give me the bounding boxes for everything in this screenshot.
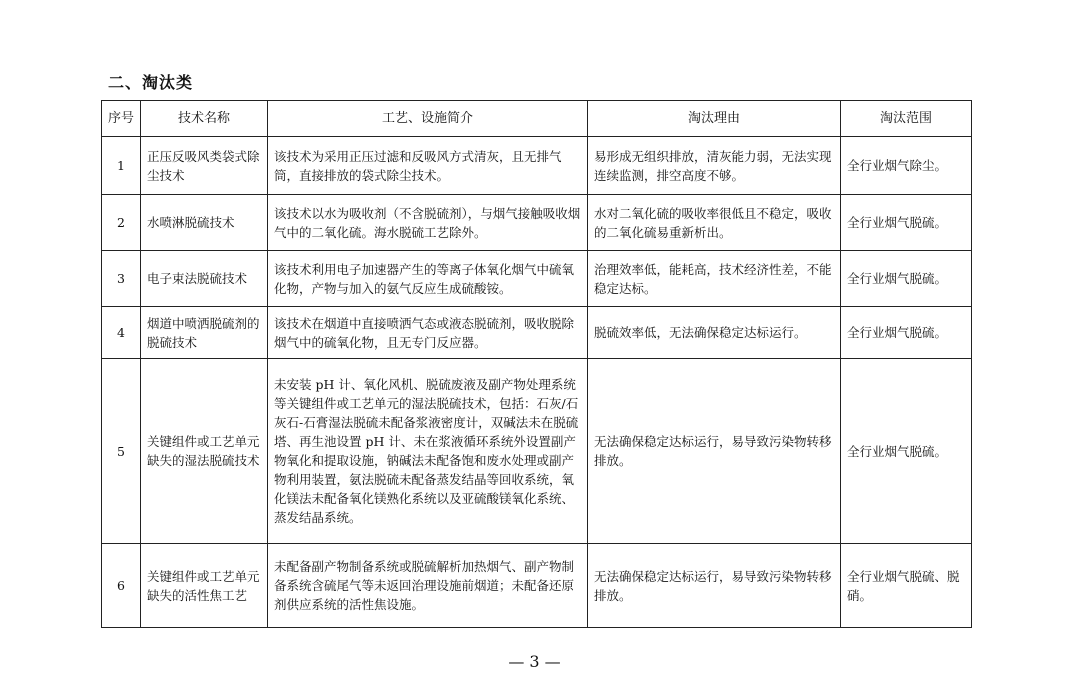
header-scope: 淘汰范围 — [841, 101, 972, 137]
reason: 无法确保稳定达标运行，易导致污染物转移排放。 — [588, 544, 841, 628]
scope: 全行业烟气脱硫。 — [841, 251, 972, 307]
header-process-intro: 工艺、设施简介 — [268, 101, 588, 137]
process-intro: 该技术以水为吸收剂（不含脱硫剂），与烟气接触吸收烟气中的二氧化硫。海水脱硫工艺除外。 — [268, 195, 588, 251]
tech-name: 正压反吸风类袋式除尘技术 — [141, 137, 268, 195]
tech-name: 电子束法脱硫技术 — [141, 251, 268, 307]
table-row — [102, 137, 972, 195]
scope: 全行业烟气除尘。 — [841, 137, 972, 195]
table-header-row — [102, 101, 972, 137]
reason: 无法确保稳定达标运行，易导致污染物转移排放。 — [588, 359, 841, 544]
process-intro: 该技术为采用正压过滤和反吸风方式清灰，且无排气筒，直接排放的袋式除尘技术。 — [268, 137, 588, 195]
header-tech-name: 技术名称 — [141, 101, 268, 137]
tech-name: 关键组件或工艺单元缺失的活性焦工艺 — [141, 544, 268, 628]
reason: 易形成无组织排放，清灰能力弱，无法实现连续监测，排空高度不够。 — [588, 137, 841, 195]
table-row — [102, 307, 972, 359]
header-reason: 淘汰理由 — [588, 101, 841, 137]
process-intro: 该技术在烟道中直接喷洒气态或液态脱硫剂，吸收脱除烟气中的硫氧化物，且无专门反应器。 — [268, 307, 588, 359]
row-number: 3 — [102, 251, 141, 307]
row-number: 6 — [102, 544, 141, 628]
tech-name: 水喷淋脱硫技术 — [141, 195, 268, 251]
table-row — [102, 251, 972, 307]
page-number: — 3 — — [508, 652, 561, 671]
process-intro: 未配备副产物制备系统或脱硫解析加热烟气、副产物制备系统含硫尾气等未返回治理设施前烟道；未配备还原剂供应系统的活性焦设施。 — [268, 544, 588, 628]
process-intro: 未安装 pH 计、氧化风机、脱硫废液及副产物处理系统等关键组件或工艺单元的湿法脱硫技术，包括：石灰/石灰石-石膏湿法脱硫未配备浆液密度计，双碱法未在脱硫塔、再生池设置 pH 计、未在浆液循环系统外设置副产物氧化和提取设施，钠碱法未配备饱和废水处理或副产物利用装置，氨法脱硫未配备蒸发结晶等回收系统，氧化镁法未配备氧化镁熟化系统以及亚硫酸镁氧化系统、蒸发结晶系统。 — [268, 359, 588, 544]
reason: 治理效率低，能耗高，技术经济性差，不能稳定达标。 — [588, 251, 841, 307]
table-row — [102, 544, 972, 628]
scope: 全行业烟气脱硫、脱硝。 — [841, 544, 972, 628]
tech-name: 烟道中喷洒脱硫剂的脱硫技术 — [141, 307, 268, 359]
table-row — [102, 359, 972, 544]
scope: 全行业烟气脱硫。 — [841, 195, 972, 251]
scope: 全行业烟气脱硫。 — [841, 359, 972, 544]
row-number: 1 — [102, 137, 141, 195]
row-number: 4 — [102, 307, 141, 359]
row-number: 2 — [102, 195, 141, 251]
phase-out-table — [101, 100, 972, 628]
scope: 全行业烟气脱硫。 — [841, 307, 972, 359]
section-title: 二、淘汰类 — [108, 73, 194, 92]
header-number: 序号 — [102, 101, 141, 137]
tech-name: 关键组件或工艺单元缺失的湿法脱硫技术 — [141, 359, 268, 544]
reason: 水对二氧化硫的吸收率很低且不稳定，吸收的二氧化硫易重新析出。 — [588, 195, 841, 251]
row-number: 5 — [102, 359, 141, 544]
table-row — [102, 195, 972, 251]
reason: 脱硫效率低，无法确保稳定达标运行。 — [588, 307, 841, 359]
process-intro: 该技术利用电子加速器产生的等离子体氧化烟气中硫氧化物，产物与加入的氨气反应生成硫酸铵。 — [268, 251, 588, 307]
